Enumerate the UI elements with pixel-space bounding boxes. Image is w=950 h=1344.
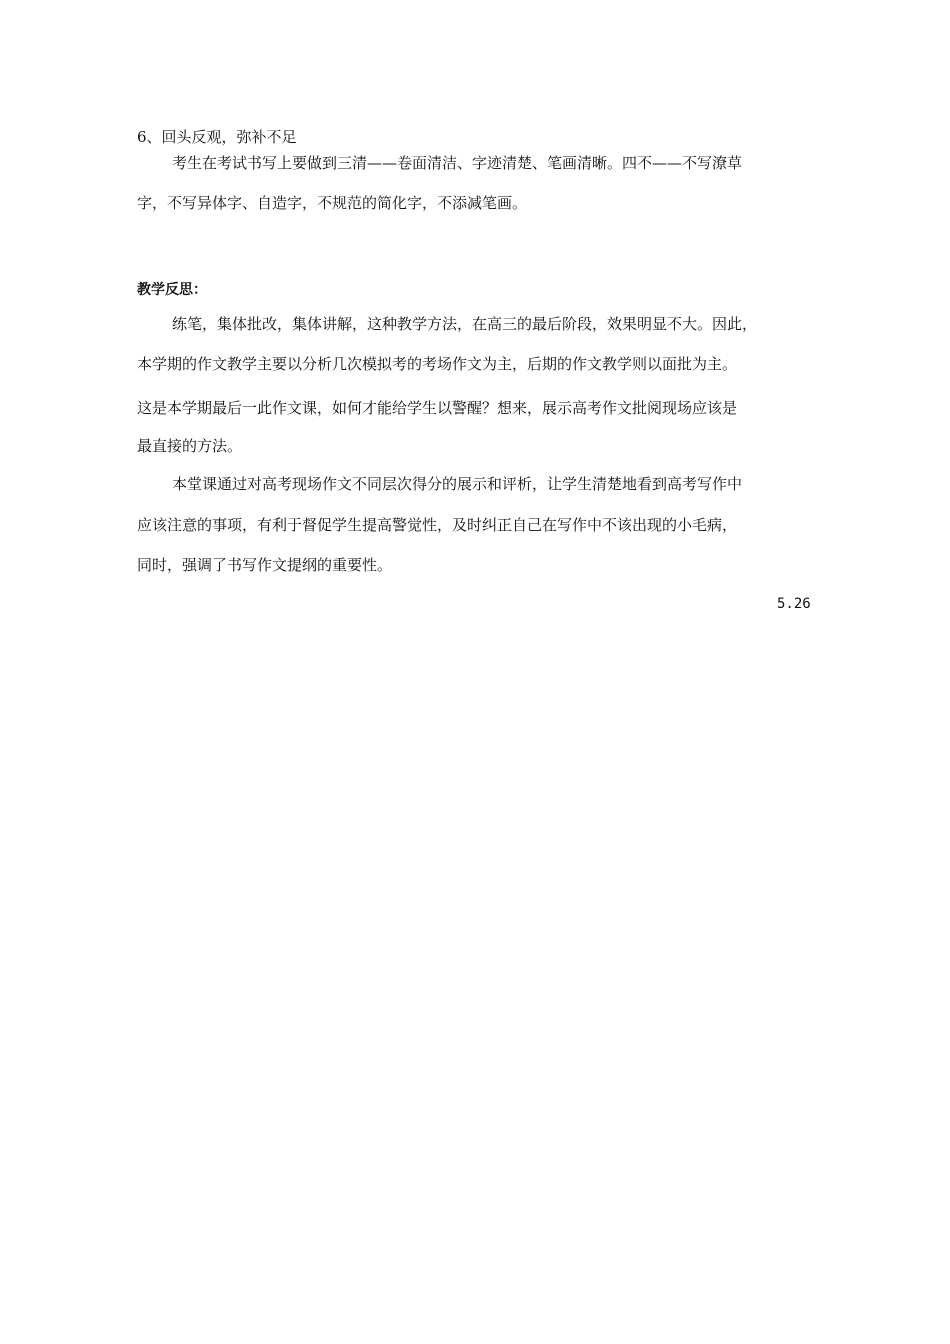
section-heading: 6、回头反观，弥补不足 [137, 128, 297, 146]
paragraph-line: 考生在考试书写上要做到三清——卷面清洁、字迹清楚、笔画清晰。四不——不写潦草 [172, 154, 743, 172]
paragraph-line: 字，不写异体字、自造字，不规范的简化字，不添减笔画。 [137, 194, 528, 212]
reflection-heading: 教学反思： [137, 282, 207, 298]
paragraph-line: 本堂课通过对高考现场作文不同层次得分的展示和评析，让学生清楚地看到高考写作中 [172, 475, 743, 493]
paragraph-line: 最直接的方法。 [137, 437, 243, 455]
paragraph-line: 练笔，集体批改，集体讲解，这种教学方法，在高三的最后阶段，效果明显不大。因此， [172, 315, 758, 333]
paragraph-line: 本学期的作文教学主要以分析几次模拟考的考场作文为主，后期的作文教学则以面批为主。 [137, 355, 738, 373]
paragraph-line: 这是本学期最后一此作文课，如何才能给学生以警醒？想来，展示高考作文批阅现场应该是 [137, 399, 738, 417]
date-label: 5.26 [777, 596, 811, 612]
paragraph-line: 同时，强调了书写作文提纲的重要性。 [137, 556, 393, 574]
paragraph-line: 应该注意的事项，有利于督促学生提高警觉性，及时纠正自己在写作中不该出现的小毛病， [137, 516, 738, 534]
